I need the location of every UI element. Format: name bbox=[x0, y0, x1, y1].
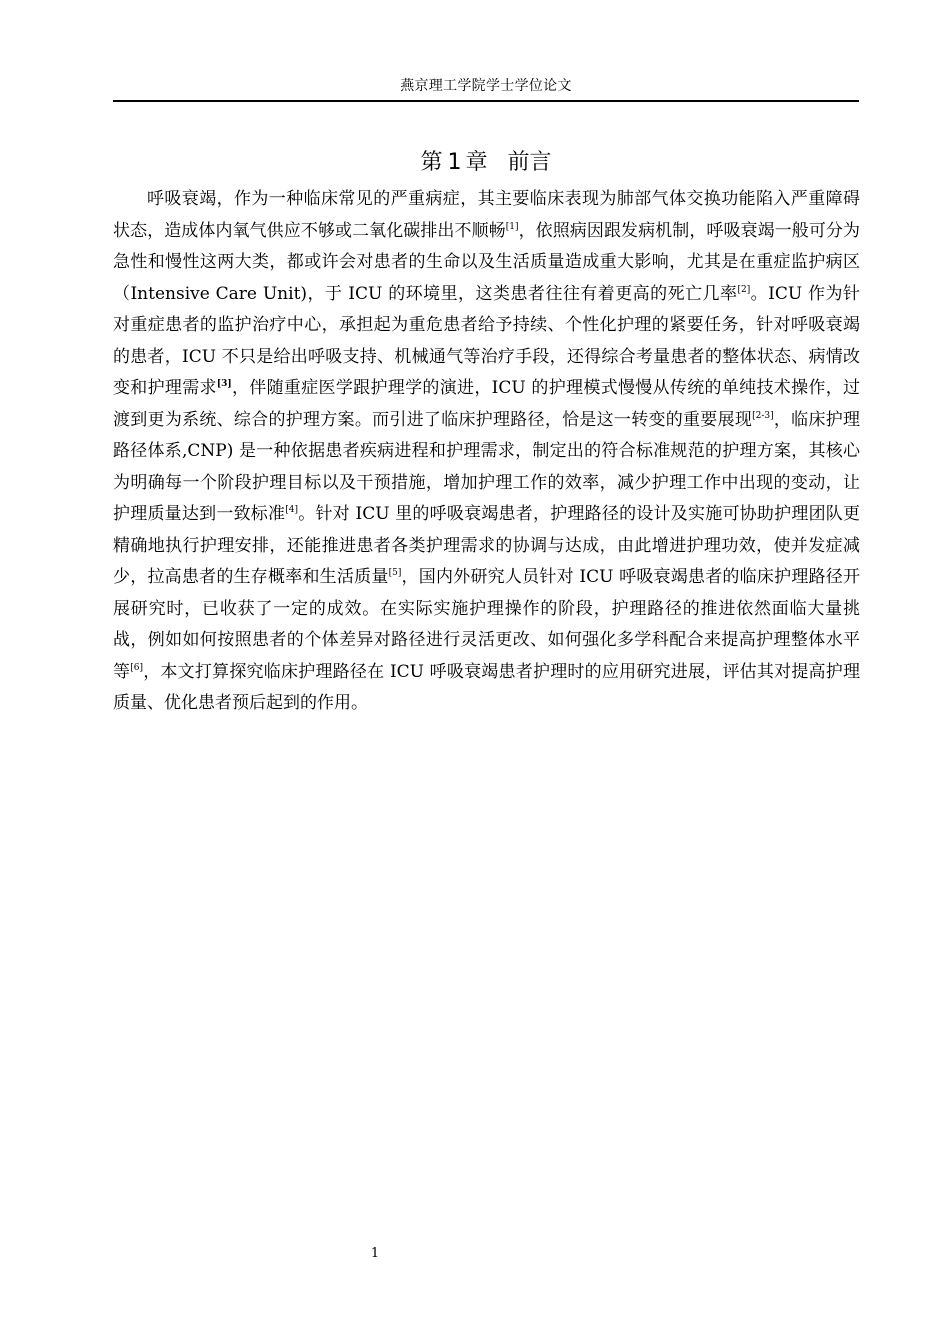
body-segment: 。针对 ICU 里的呼吸衰竭患者，护理路径的设计及实施可协助护理团队更精确地执行护理安排，还能推进患者各类护理需求的协调与达成，由此增进护理功效，使并发症减少，拉高患者的生存概率和生活质量 bbox=[113, 504, 861, 587]
body-segment: ，伴随重症医学跟护理学的演进，ICU 的护理模式慢慢从传统的单纯技术操作，过渡到更为系统、综合的护理方案。而引进了临床护理路径，恰是这一转变的重要展现 bbox=[113, 378, 861, 430]
citation-ref: [2-3] bbox=[752, 410, 774, 421]
page-number: 1 bbox=[370, 1246, 380, 1261]
body-segment: ，国内外研究人员针对 ICU 呼吸衰竭患者的临床护理路径开展研究时，已收获了一定的成效。在实际实施护理操作的阶段，护理路径的推进依然面临大量挑战，例如如何按照患者的个体差异对路径进行灵活更改、如何强化多学科配合来提高护理整体水平等 bbox=[113, 567, 860, 682]
chapter-number: 1 bbox=[447, 150, 462, 175]
body-segment: ，依照病因跟发病机制，呼吸衰竭一般可分为急性和慢性这两大类，都或许会对患者的生命以及生活质量造成重大影响，尤其是在重症监护病区（Intensive Care Unit)，于 ICU 的环境里，这类患者往往有着更高的死亡几率 bbox=[113, 220, 861, 304]
citation-ref: [6] bbox=[130, 662, 143, 673]
citation-ref: [2] bbox=[737, 284, 751, 295]
body-segment: 呼吸衰竭，作为一种临床常见的严重病症，其主要临床表现为肺部气体交换功能陷入严重障碍状态，造成体内氧气供应不够或二氧化碳排出不顺畅 bbox=[113, 189, 860, 241]
body-segment: 。ICU 作为针对重症患者的监护治疗中心，承担起为重危患者给予持续、个性化护理的紧要任务，针对呼吸衰竭的患者，ICU 不只是给出呼吸支持、机械通气等治疗手段，还得综合考量患者的整体状态、病情改变和护理需求 bbox=[113, 283, 860, 398]
citation-ref: [3] bbox=[216, 379, 232, 389]
chapter-prefix: 第 bbox=[420, 150, 443, 175]
chapter-heading-text: 前言 bbox=[507, 150, 552, 175]
body-segment: ，本文打算探究临床护理路径在 ICU 呼吸衰竭患者护理时的应用研究进展，评估其对提高护理质量、优化患者预后起到的作用。 bbox=[113, 661, 861, 713]
running-header: 燕京理工学院学士学位论文 bbox=[400, 78, 572, 94]
citation-ref: [5] bbox=[388, 568, 402, 578]
citation-ref: [1] bbox=[505, 221, 519, 232]
citation-ref: [4] bbox=[285, 505, 298, 515]
body-segment: ，临床护理路径体系,CNP) 是一种依据患者疾病进程和护理需求，制定出的符合标准规范的护理方案，其核心为明确每一个阶段护理目标以及干预措施，增加护理工作的效率，减少护理工作中出现的变动，让护理质量达到一致标准 bbox=[113, 409, 861, 524]
chapter-title bbox=[113, 147, 859, 179]
body-paragraph bbox=[113, 184, 860, 720]
chapter-suffix: 章 bbox=[465, 150, 488, 175]
header-rule bbox=[113, 100, 859, 102]
